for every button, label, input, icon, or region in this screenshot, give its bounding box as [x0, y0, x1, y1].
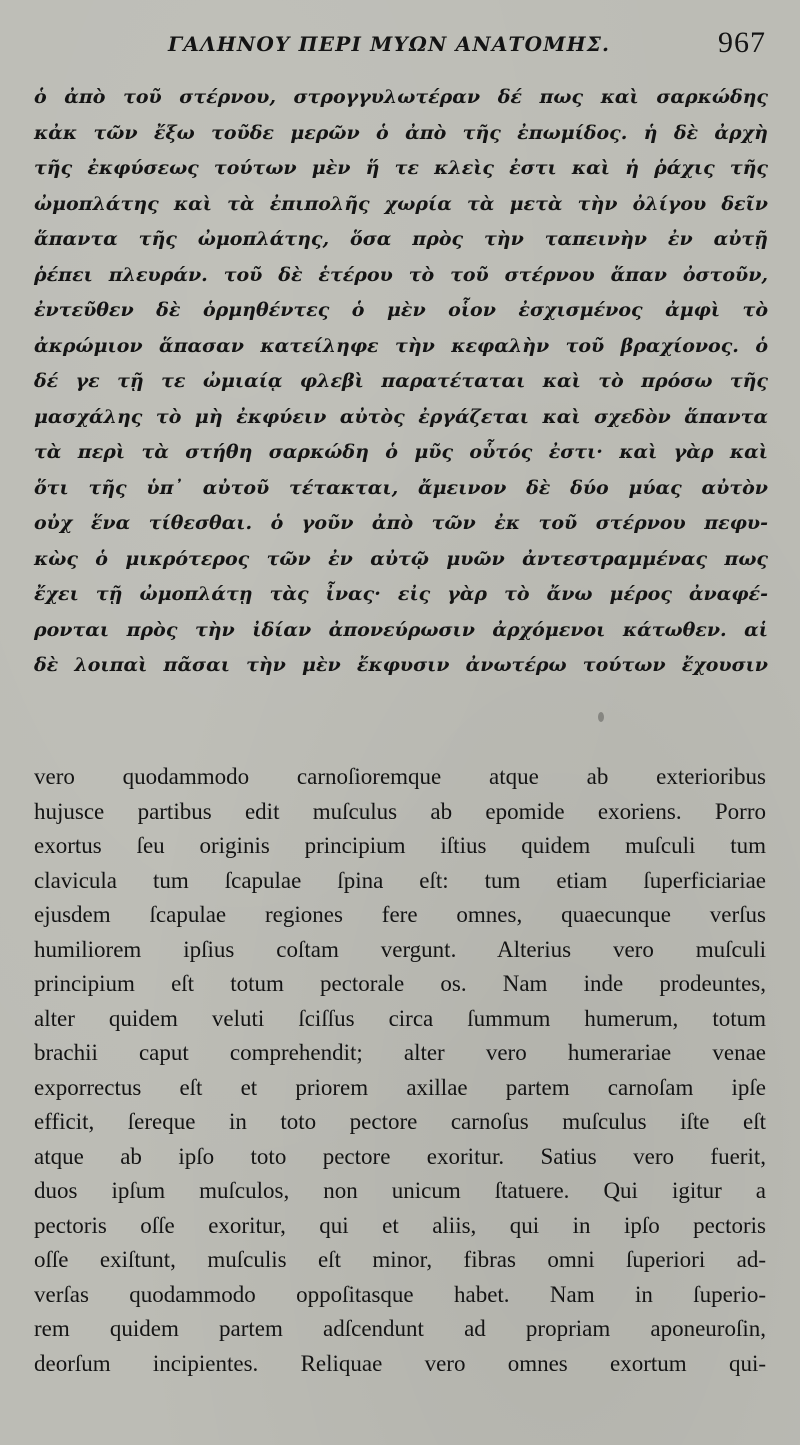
- greek-line: ἐντεῦθεν δὲ ὁρμηθέντες ὁ μὲν οἷον ἐσχισμένος ἀμφὶ τὸ: [34, 299, 768, 321]
- latin-line: atque ab ipſo toto pectore exoritur. Satius vero fuerit,: [34, 1143, 766, 1169]
- greek-line: ὅτι τῆς ὑπ᾽ αὐτοῦ τέτακται, ἄμεινον δὲ δύο μύας αὐτὸν: [34, 476, 768, 499]
- page-number: 967: [718, 26, 766, 59]
- greek-line: τὰ περὶ τὰ στήθη σαρκώδη ὁ μῦς οὗτός ἐστι· καὶ γὰρ καὶ: [34, 441, 768, 463]
- greek-line: ἀκρώμιον ἅπασαν κατείληφε τὴν κεφαλὴν τοῦ βραχίονος. ὁ: [34, 334, 768, 357]
- greek-line: δὲ λοιπαὶ πᾶσαι τὴν μὲν ἔκφυσιν ἀνωτέρω τούτων ἔχουσιν: [34, 654, 768, 676]
- page-header: [160, 26, 770, 66]
- latin-line: clavicula tum ſcapulae ſpina eſt: tum etiam ſuperficiariae: [34, 867, 766, 893]
- latin-line: vero quodammodo carnoſioremque atque ab exterioribus: [34, 764, 766, 789]
- latin-line: alter quidem veluti ſciſſus circa ſummum humerum, totum: [34, 1005, 766, 1031]
- latin-line: exporrectus eſt et priorem axillae partem carnoſam ipſe: [34, 1074, 766, 1100]
- latin-line: hujusce partibus edit muſculus ab epomide exoriens. Porro: [34, 798, 766, 824]
- latin-line: humiliorem ipſius coſtam vergunt. Alterius vero muſculi: [34, 936, 766, 962]
- greek-line: ῥέπει πλευράν. τοῦ δὲ ἑτέρου τὸ τοῦ στέρνου ἅπαν ὀστοῦν,: [34, 263, 768, 286]
- running-title: ΓΑΛΗΝΟΥ ΠΕΡΙ ΜΥΩΝ ΑΝΑΤΟΜΗΣ.: [168, 32, 611, 56]
- latin-text-block: [34, 760, 766, 1381]
- latin-line: pectoris oſſe exoritur, qui et aliis, qui in ipſo pectoris: [34, 1212, 766, 1238]
- greek-line: τῆς ἐκφύσεως τούτων μὲν ἥ τε κλεὶς ἐστι καὶ ἡ ῥάχις τῆς: [34, 157, 768, 179]
- greek-line: οὐχ ἕνα τίθεσθαι. ὁ γοῦν ἀπὸ τῶν ἐκ τοῦ στέρνου πεφυ-: [34, 512, 768, 534]
- ink-speck: [598, 712, 604, 722]
- greek-line: ρονται πρὸς τὴν ἰδίαν ἀπονεύρωσιν ἀρχόμενοι κάτωθεν. αἱ: [34, 618, 768, 641]
- latin-line: brachii caput comprehendit; alter vero humerariae venae: [34, 1040, 766, 1065]
- greek-line: κἀκ τῶν ἔξω τοῦδε μερῶν ὁ ἀπὸ τῆς ἐπωμίδος. ἡ δὲ ἀρχὴ: [34, 121, 768, 144]
- greek-line: ἅπαντα τῆς ὠμοπλάτης, ὅσα πρὸς τὴν ταπεινὴν ἐν αὐτῇ: [34, 228, 768, 250]
- latin-line: duos ipſum muſculos, non unicum ſtatuere. Qui igitur a: [34, 1178, 766, 1203]
- greek-line: ὁ ἀπὸ τοῦ στέρνου, στρογγυλωτέραν δέ πως καὶ σαρκώδης: [34, 86, 768, 108]
- greek-line: κὼς ὁ μικρότερος τῶν ἐν αὐτῷ μυῶν ἀντεστραμμένας πως: [34, 547, 768, 570]
- latin-line: deorſum incipientes. Reliquae vero omnes exortum qui-: [34, 1350, 766, 1376]
- latin-line: exortus ſeu originis principium iſtius quidem muſculi tum: [34, 833, 766, 858]
- greek-line: δέ γε τῇ τε ὠμιαίᾳ φλεβὶ παρατέταται καὶ τὸ πρόσω τῆς: [34, 370, 768, 392]
- latin-line: ejusdem ſcapulae regiones fere omnes, quaecunque verſus: [34, 902, 766, 927]
- greek-text-block: [34, 80, 768, 684]
- greek-line: μασχάλης τὸ μὴ ἐκφύειν αὐτὸς ἐργάζεται καὶ σχεδὸν ἅπαντα: [34, 405, 768, 428]
- latin-line: principium eſt totum pectorale os. Nam inde prodeuntes,: [34, 971, 766, 996]
- latin-line: oſſe exiſtunt, muſculis eſt minor, fibras omni ſuperiori ad-: [34, 1247, 766, 1272]
- latin-line: verſas quodammodo oppoſitasque habet. Nam in ſuperio-: [34, 1281, 766, 1307]
- greek-line: ἔχει τῇ ὠμοπλάτῃ τὰς ἶνας· εἰς γὰρ τὸ ἄνω μέρος ἀναφέ-: [34, 583, 768, 605]
- greek-line: ὠμοπλάτης καὶ τὰ ἐπιπολῆς χωρία τὰ μετὰ τὴν ὀλίγου δεῖν: [34, 192, 768, 215]
- latin-line: efficit, ſereque in toto pectore carnoſus muſculus iſte eſt: [34, 1109, 766, 1134]
- latin-line: rem quidem partem adſcendunt ad propriam aponeuroſin,: [34, 1316, 766, 1341]
